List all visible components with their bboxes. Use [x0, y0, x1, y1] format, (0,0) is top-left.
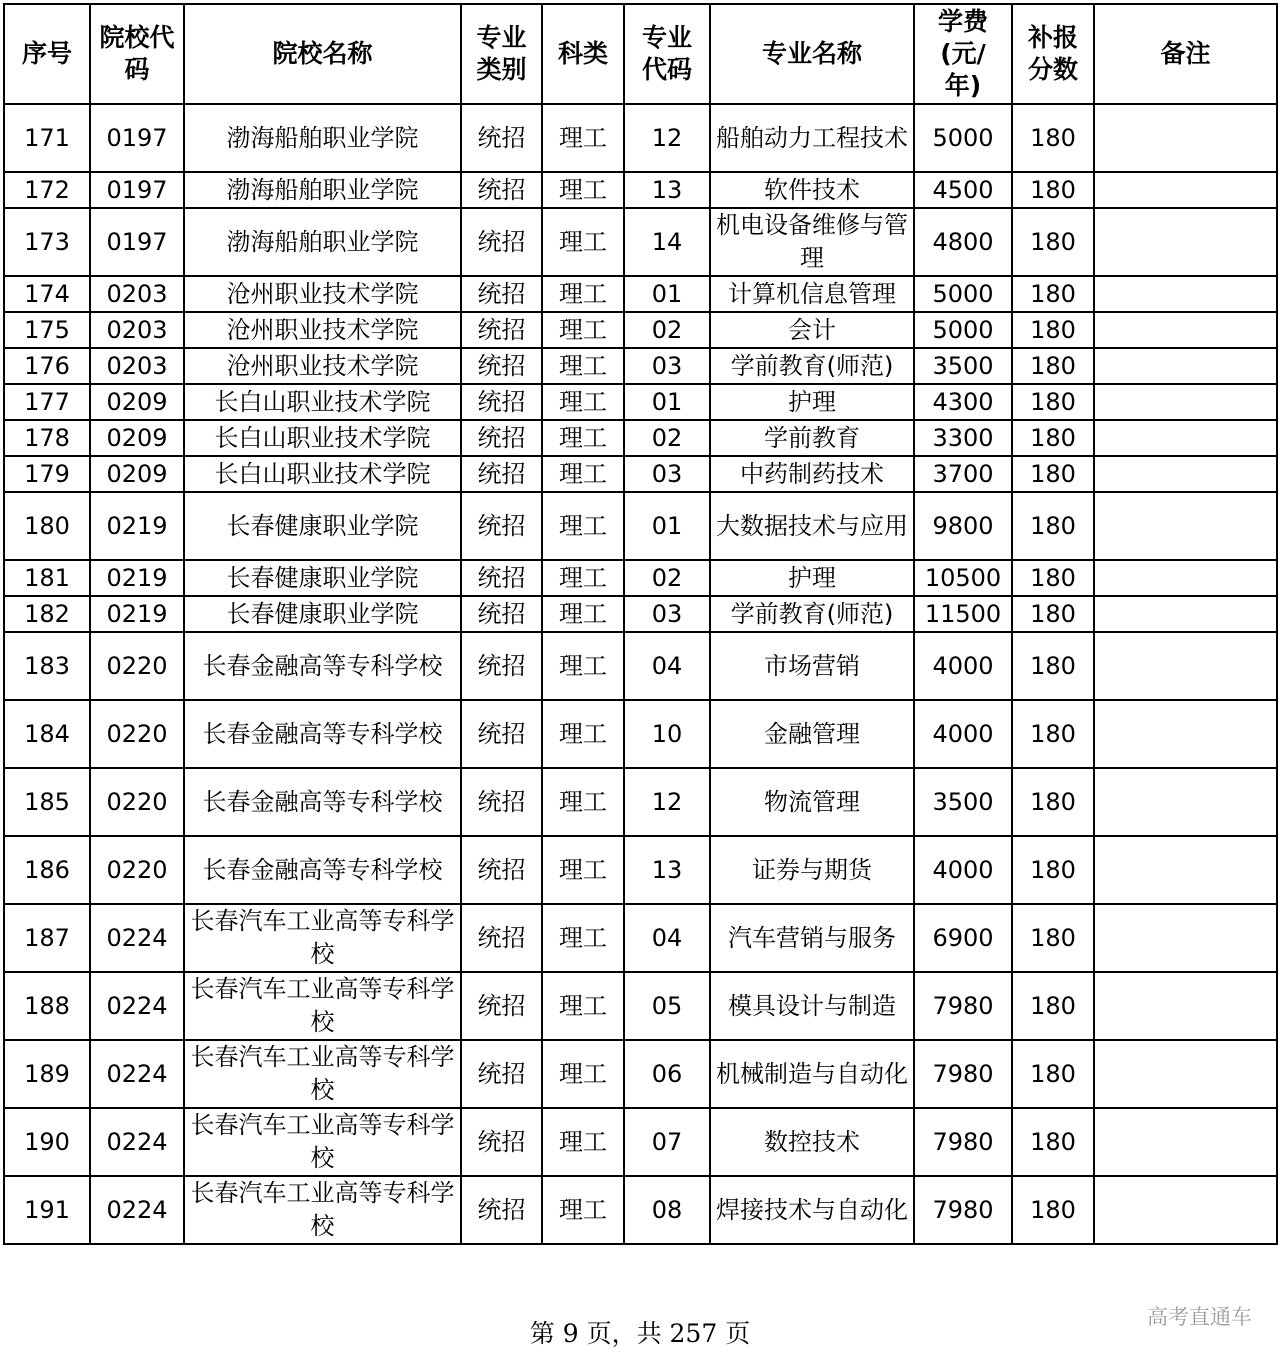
- cell-seq: 177: [4, 384, 90, 420]
- cell-major-name: 计算机信息管理: [710, 276, 914, 312]
- cell-major-code: 02: [624, 312, 710, 348]
- cell-remark: [1094, 172, 1277, 208]
- cell-school-name: 长春金融高等专科学校: [184, 700, 461, 768]
- cell-remark: [1094, 312, 1277, 348]
- cell-school-name: 长春汽车工业高等专科学校: [184, 1176, 461, 1244]
- cell-seq: 174: [4, 276, 90, 312]
- cell-score: 180: [1012, 700, 1094, 768]
- cell-school-code: 0220: [90, 768, 184, 836]
- cell-major-name: 软件技术: [710, 172, 914, 208]
- cell-major-name: 金融管理: [710, 700, 914, 768]
- cell-major-code: 01: [624, 384, 710, 420]
- cell-major-name: 中药制药技术: [710, 456, 914, 492]
- watermark-text: 高考直通车: [1147, 1305, 1252, 1329]
- cell-seq: 182: [4, 596, 90, 632]
- cell-major-name: 护理: [710, 560, 914, 596]
- cell-major-name: 物流管理: [710, 768, 914, 836]
- cell-major-type: 统招: [461, 560, 542, 596]
- cell-seq: 172: [4, 172, 90, 208]
- cell-seq: 190: [4, 1108, 90, 1176]
- table-row: [4, 312, 1277, 348]
- cell-tuition: 5000: [914, 276, 1012, 312]
- cell-score: 180: [1012, 456, 1094, 492]
- cell-remark: [1094, 1040, 1277, 1108]
- cell-score: 180: [1012, 972, 1094, 1040]
- cell-major-name: 证券与期货: [710, 836, 914, 904]
- cell-school-code: 0224: [90, 1108, 184, 1176]
- cell-score: 180: [1012, 420, 1094, 456]
- cell-category: 理工: [542, 456, 624, 492]
- cell-major-code: 12: [624, 768, 710, 836]
- cell-remark: [1094, 632, 1277, 700]
- cell-category: 理工: [542, 420, 624, 456]
- cell-tuition: 7980: [914, 1108, 1012, 1176]
- cell-major-type: 统招: [461, 836, 542, 904]
- cell-school-name: 长春汽车工业高等专科学校: [184, 972, 461, 1040]
- cell-major-name: 市场营销: [710, 632, 914, 700]
- table-row: [4, 208, 1277, 276]
- cell-category: 理工: [542, 348, 624, 384]
- header-tuition: [914, 4, 1012, 104]
- cell-school-name: 沧州职业技术学院: [184, 276, 461, 312]
- table-row: [4, 348, 1277, 384]
- cell-major-type: 统招: [461, 172, 542, 208]
- cell-score: 180: [1012, 348, 1094, 384]
- cell-school-code: 0203: [90, 312, 184, 348]
- header-score: [1012, 4, 1094, 104]
- cell-seq: 179: [4, 456, 90, 492]
- cell-remark: [1094, 836, 1277, 904]
- cell-seq: 180: [4, 492, 90, 560]
- cell-major-name: 机械制造与自动化: [710, 1040, 914, 1108]
- cell-remark: [1094, 1108, 1277, 1176]
- header-score-line: 补报: [1027, 23, 1078, 52]
- cell-score: 180: [1012, 208, 1094, 276]
- cell-score: 180: [1012, 1040, 1094, 1108]
- header-tuition-line: 学费: [937, 7, 988, 36]
- cell-tuition: 3500: [914, 348, 1012, 384]
- cell-school-name: 长白山职业技术学院: [184, 420, 461, 456]
- cell-school-name: 沧州职业技术学院: [184, 348, 461, 384]
- cell-category: 理工: [542, 384, 624, 420]
- header-seq: [4, 4, 90, 104]
- cell-score: 180: [1012, 836, 1094, 904]
- cell-major-name: 数控技术: [710, 1108, 914, 1176]
- header-category-line: 科类: [557, 39, 608, 68]
- cell-remark: [1094, 904, 1277, 972]
- cell-school-name: 长春金融高等专科学校: [184, 632, 461, 700]
- cell-school-name: 长春金融高等专科学校: [184, 836, 461, 904]
- cell-school-code: 0224: [90, 1176, 184, 1244]
- cell-remark: [1094, 384, 1277, 420]
- header-major-name: [710, 4, 914, 104]
- cell-major-type: 统招: [461, 348, 542, 384]
- cell-major-code: 10: [624, 700, 710, 768]
- cell-school-name: 渤海船舶职业学院: [184, 172, 461, 208]
- cell-major-name: 模具设计与制造: [710, 972, 914, 1040]
- cell-major-code: 04: [624, 904, 710, 972]
- cell-score: 180: [1012, 104, 1094, 172]
- cell-score: 180: [1012, 384, 1094, 420]
- cell-major-type: 统招: [461, 1176, 542, 1244]
- table-row: [4, 972, 1277, 1040]
- cell-major-name: 焊接技术与自动化: [710, 1176, 914, 1244]
- cell-major-name: 船舶动力工程技术: [710, 104, 914, 172]
- cell-tuition: 3500: [914, 768, 1012, 836]
- table-row: [4, 596, 1277, 632]
- header-major-type-line: 类别: [476, 55, 527, 84]
- table-row: [4, 836, 1277, 904]
- cell-school-code: 0197: [90, 208, 184, 276]
- cell-major-code: 01: [624, 492, 710, 560]
- cell-tuition: 7980: [914, 1176, 1012, 1244]
- cell-remark: [1094, 1176, 1277, 1244]
- cell-school-code: 0203: [90, 276, 184, 312]
- cell-school-code: 0220: [90, 700, 184, 768]
- cell-score: 180: [1012, 276, 1094, 312]
- cell-school-code: 0197: [90, 172, 184, 208]
- cell-category: 理工: [542, 632, 624, 700]
- header-major-code: [624, 4, 710, 104]
- header-major-type: [461, 4, 542, 104]
- table-row: [4, 456, 1277, 492]
- cell-seq: 175: [4, 312, 90, 348]
- cell-school-code: 0220: [90, 632, 184, 700]
- cell-tuition: 4300: [914, 384, 1012, 420]
- cell-major-name: 大数据技术与应用: [710, 492, 914, 560]
- header-tuition-line: 年): [944, 71, 982, 100]
- cell-score: 180: [1012, 596, 1094, 632]
- cell-category: 理工: [542, 836, 624, 904]
- cell-major-type: 统招: [461, 420, 542, 456]
- cell-school-code: 0224: [90, 904, 184, 972]
- table-row: [4, 700, 1277, 768]
- cell-major-name: 学前教育(师范): [710, 596, 914, 632]
- cell-major-type: 统招: [461, 104, 542, 172]
- header-remark: [1094, 4, 1277, 104]
- cell-school-name: 长春健康职业学院: [184, 560, 461, 596]
- header-major-name-line: 专业名称: [761, 39, 862, 68]
- cell-remark: [1094, 560, 1277, 596]
- cell-tuition: 4500: [914, 172, 1012, 208]
- header-tuition-line: (元/: [940, 39, 986, 68]
- table-row: [4, 904, 1277, 972]
- header-row: [4, 4, 1277, 104]
- cell-major-type: 统招: [461, 492, 542, 560]
- header-school-name: [184, 4, 461, 104]
- cell-school-name: 长白山职业技术学院: [184, 456, 461, 492]
- cell-school-code: 0224: [90, 972, 184, 1040]
- cell-tuition: 3700: [914, 456, 1012, 492]
- cell-category: 理工: [542, 276, 624, 312]
- cell-score: 180: [1012, 492, 1094, 560]
- cell-tuition: 6900: [914, 904, 1012, 972]
- table-row: [4, 384, 1277, 420]
- cell-category: 理工: [542, 104, 624, 172]
- cell-school-code: 0209: [90, 456, 184, 492]
- cell-major-name: 汽车营销与服务: [710, 904, 914, 972]
- cell-school-code: 0219: [90, 596, 184, 632]
- cell-score: 180: [1012, 904, 1094, 972]
- cell-seq: 186: [4, 836, 90, 904]
- table-body: [4, 104, 1277, 1244]
- cell-major-type: 统招: [461, 1040, 542, 1108]
- cell-school-name: 长春金融高等专科学校: [184, 768, 461, 836]
- cell-score: 180: [1012, 632, 1094, 700]
- cell-category: 理工: [542, 904, 624, 972]
- cell-major-type: 统招: [461, 632, 542, 700]
- cell-major-code: 06: [624, 1040, 710, 1108]
- cell-seq: 178: [4, 420, 90, 456]
- page-number-footer: 第 9 页，共 257 页: [529, 1319, 751, 1348]
- cell-school-name: 渤海船舶职业学院: [184, 208, 461, 276]
- cell-score: 180: [1012, 560, 1094, 596]
- table-row: [4, 1176, 1277, 1244]
- cell-school-code: 0220: [90, 836, 184, 904]
- table-row: [4, 1040, 1277, 1108]
- cell-major-name: 学前教育(师范): [710, 348, 914, 384]
- cell-category: 理工: [542, 172, 624, 208]
- cell-school-name: 长春健康职业学院: [184, 492, 461, 560]
- cell-remark: [1094, 492, 1277, 560]
- cell-school-code: 0219: [90, 492, 184, 560]
- cell-remark: [1094, 456, 1277, 492]
- cell-seq: 171: [4, 104, 90, 172]
- table-row: [4, 104, 1277, 172]
- table-row: [4, 492, 1277, 560]
- cell-major-type: 统招: [461, 904, 542, 972]
- cell-tuition: 4000: [914, 632, 1012, 700]
- cell-school-code: 0224: [90, 1040, 184, 1108]
- header-school-name-line: 院校名称: [272, 39, 373, 68]
- cell-category: 理工: [542, 312, 624, 348]
- cell-major-name: 护理: [710, 384, 914, 420]
- cell-major-code: 04: [624, 632, 710, 700]
- cell-major-code: 14: [624, 208, 710, 276]
- cell-tuition: 4000: [914, 700, 1012, 768]
- cell-category: 理工: [542, 1176, 624, 1244]
- cell-school-code: 0209: [90, 420, 184, 456]
- cell-major-type: 统招: [461, 312, 542, 348]
- cell-score: 180: [1012, 768, 1094, 836]
- cell-score: 180: [1012, 172, 1094, 208]
- cell-school-code: 0197: [90, 104, 184, 172]
- cell-remark: [1094, 596, 1277, 632]
- table-row: [4, 172, 1277, 208]
- header-school-code: [90, 4, 184, 104]
- cell-score: 180: [1012, 1176, 1094, 1244]
- cell-seq: 173: [4, 208, 90, 276]
- cell-tuition: 3300: [914, 420, 1012, 456]
- cell-remark: [1094, 276, 1277, 312]
- cell-school-name: 长春汽车工业高等专科学校: [184, 1108, 461, 1176]
- cell-seq: 188: [4, 972, 90, 1040]
- cell-major-type: 统招: [461, 276, 542, 312]
- cell-major-name: 会计: [710, 312, 914, 348]
- cell-remark: [1094, 348, 1277, 384]
- table-row: [4, 560, 1277, 596]
- cell-major-code: 02: [624, 420, 710, 456]
- header-score-line: 分数: [1027, 55, 1078, 84]
- cell-remark: [1094, 208, 1277, 276]
- cell-seq: 184: [4, 700, 90, 768]
- cell-remark: [1094, 104, 1277, 172]
- cell-category: 理工: [542, 208, 624, 276]
- cell-major-type: 统招: [461, 384, 542, 420]
- cell-major-type: 统招: [461, 208, 542, 276]
- cell-remark: [1094, 700, 1277, 768]
- cell-major-type: 统招: [461, 456, 542, 492]
- cell-school-name: 长白山职业技术学院: [184, 384, 461, 420]
- cell-tuition: 11500: [914, 596, 1012, 632]
- cell-major-code: 05: [624, 972, 710, 1040]
- cell-major-name: 机电设备维修与管理: [710, 208, 914, 276]
- cell-tuition: 9800: [914, 492, 1012, 560]
- cell-category: 理工: [542, 560, 624, 596]
- cell-seq: 176: [4, 348, 90, 384]
- cell-major-code: 12: [624, 104, 710, 172]
- cell-school-code: 0203: [90, 348, 184, 384]
- cell-score: 180: [1012, 312, 1094, 348]
- cell-tuition: 5000: [914, 312, 1012, 348]
- cell-major-name: 学前教育: [710, 420, 914, 456]
- cell-tuition: 7980: [914, 972, 1012, 1040]
- cell-major-type: 统招: [461, 768, 542, 836]
- header-major-code-line: 代码: [641, 55, 692, 84]
- cell-school-name: 渤海船舶职业学院: [184, 104, 461, 172]
- cell-major-code: 03: [624, 348, 710, 384]
- cell-category: 理工: [542, 768, 624, 836]
- cell-major-code: 08: [624, 1176, 710, 1244]
- header-school-code-line: 码: [124, 55, 150, 84]
- cell-major-type: 统招: [461, 700, 542, 768]
- cell-school-name: 长春汽车工业高等专科学校: [184, 904, 461, 972]
- cell-school-name: 长春汽车工业高等专科学校: [184, 1040, 461, 1108]
- cell-school-code: 0219: [90, 560, 184, 596]
- cell-major-code: 03: [624, 596, 710, 632]
- header-remark-line: 备注: [1160, 39, 1211, 68]
- header-school-code-line: 院校代: [99, 23, 175, 52]
- cell-category: 理工: [542, 596, 624, 632]
- table-row: [4, 768, 1277, 836]
- cell-category: 理工: [542, 972, 624, 1040]
- header-category: [542, 4, 624, 104]
- table-row: [4, 1108, 1277, 1176]
- cell-school-code: 0209: [90, 384, 184, 420]
- cell-major-code: 07: [624, 1108, 710, 1176]
- cell-major-type: 统招: [461, 596, 542, 632]
- cell-major-code: 13: [624, 172, 710, 208]
- table-row: [4, 420, 1277, 456]
- cell-major-code: 13: [624, 836, 710, 904]
- admissions-table: [3, 3, 1278, 1245]
- table-row: [4, 632, 1277, 700]
- cell-tuition: 5000: [914, 104, 1012, 172]
- cell-category: 理工: [542, 492, 624, 560]
- cell-school-name: 沧州职业技术学院: [184, 312, 461, 348]
- cell-major-code: 03: [624, 456, 710, 492]
- cell-remark: [1094, 768, 1277, 836]
- header-major-code-line: 专业: [641, 23, 692, 52]
- cell-seq: 187: [4, 904, 90, 972]
- cell-seq: 191: [4, 1176, 90, 1244]
- cell-seq: 185: [4, 768, 90, 836]
- cell-tuition: 7980: [914, 1040, 1012, 1108]
- header-major-type-line: 专业: [476, 23, 527, 52]
- cell-category: 理工: [542, 700, 624, 768]
- table-row: [4, 276, 1277, 312]
- cell-major-code: 01: [624, 276, 710, 312]
- cell-seq: 183: [4, 632, 90, 700]
- cell-score: 180: [1012, 1108, 1094, 1176]
- cell-school-name: 长春健康职业学院: [184, 596, 461, 632]
- cell-category: 理工: [542, 1040, 624, 1108]
- cell-seq: 181: [4, 560, 90, 596]
- cell-remark: [1094, 972, 1277, 1040]
- cell-tuition: 4000: [914, 836, 1012, 904]
- cell-seq: 189: [4, 1040, 90, 1108]
- cell-major-type: 统招: [461, 972, 542, 1040]
- cell-remark: [1094, 420, 1277, 456]
- cell-tuition: 4800: [914, 208, 1012, 276]
- cell-major-type: 统招: [461, 1108, 542, 1176]
- cell-category: 理工: [542, 1108, 624, 1176]
- cell-major-code: 02: [624, 560, 710, 596]
- cell-tuition: 10500: [914, 560, 1012, 596]
- header-seq-line: 序号: [21, 39, 72, 68]
